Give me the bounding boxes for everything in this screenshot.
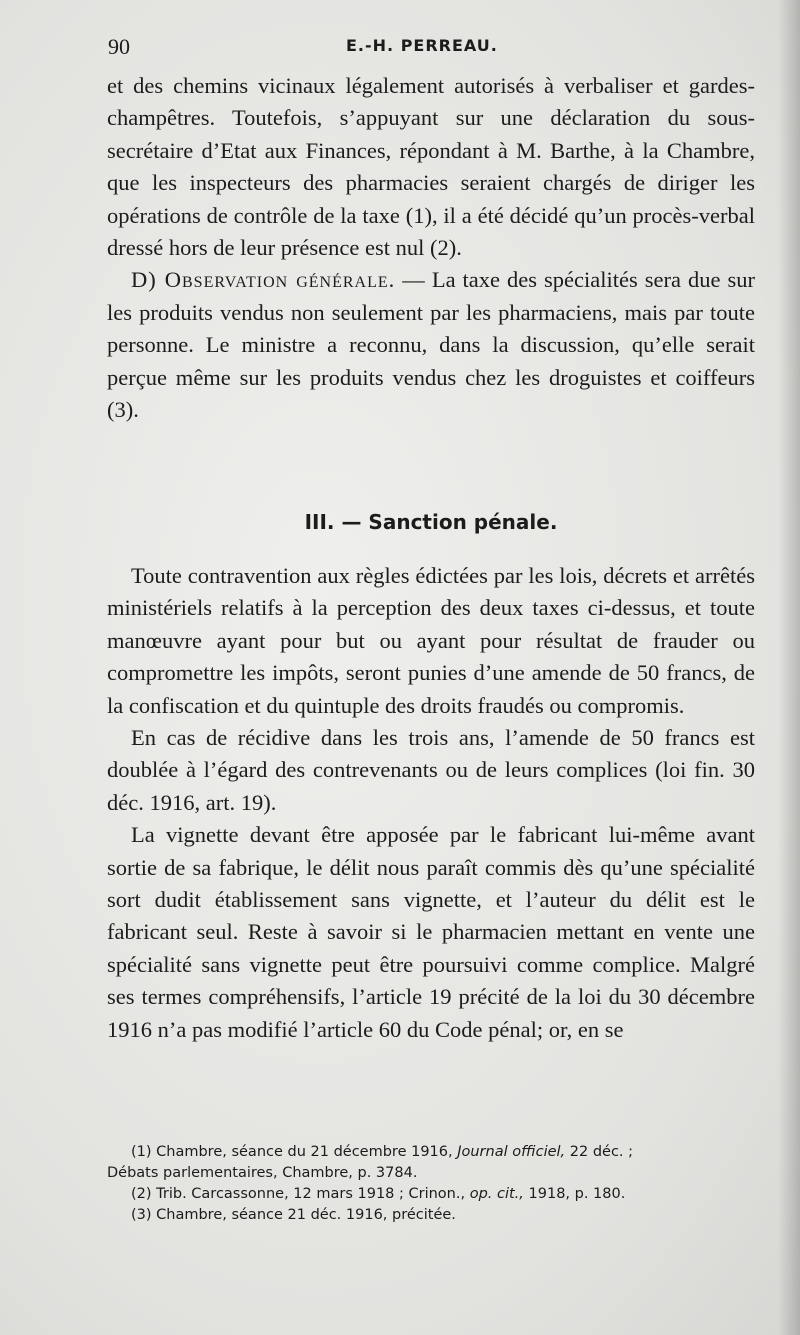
- footnote-2: (2) Trib. Carcassonne, 12 mars 1918 ; Crinon., op. cit., 1918, p. 180.: [131, 1186, 626, 1202]
- paragraph-contravention: Toute contravention aux règles édictées par les lois, décrets et arrêtés ministériels relatifs à la perception des deux taxes ci-dessus, et toute manœuvre ayant pour but ou ayant pour résultat de frauder ou compromettre les impôts, seront punies d’une amende de 50 francs, de la confiscation et du quintuple des droits fraudés ou compromis.: [107, 563, 755, 718]
- paragraph-continuation: et des chemins vicinaux légalement autorisés à verbaliser et gardes-champêtres. Toutefois, s’appuyant sur une déclaration du sous-secrétaire d’Etat aux Finances, répondant à M. Barthe, à la Chambre, que les inspecteurs des pharmacies seraient chargés de diriger les opérations de contrôle de la taxe (1), il a été décidé qu’un procès-verbal dressé hors de leur présence est nul (2).: [107, 73, 755, 261]
- running-head: E.-H. PERREAU.: [346, 36, 498, 55]
- paragraph-observation-generale: [107, 264, 755, 426]
- footnote-1: (1) Chambre, séance du 21 décembre 1916, Journal officiel, 22 déc. ;: [131, 1144, 634, 1160]
- paragraph-recidive: En cas de récidive dans les trois ans, l’amende de 50 francs est doublée à l’égard des contrevenants ou de leurs complices (loi fin. 30 déc. 1916, art. 19).: [107, 725, 755, 815]
- body-text: [107, 70, 756, 1042]
- paragraph-vignette: La vignette devant être apposée par le fabricant lui-même avant sortie de sa fabrique, le délit nous paraît commis dès qu’une spécialité sort dudit établissement sans vignette, et l’auteur du délit est le fabricant seul. Reste à savoir si le pharmacien mettant en vente une spécialité sans vignette peut être poursuivi comme complice. Malgré ses termes compréhensifs, l’article 19 précité de la loi du 30 décembre 1916 n’a pas modifié l’article 60 du Code pénal; or, en se: [107, 822, 755, 1042]
- page-header: [108, 34, 748, 64]
- section-heading: III. — Sanction pénale.: [304, 510, 558, 534]
- footnotes: [107, 1142, 757, 1226]
- observation-text: — La taxe des spécialités sera due sur les produits vendus non seulement par les pharmaciens, mais par toute personne. Le ministre a reconnu, dans la discussion, qu’elle serait perçue même sur les produits vendus chez les droguistes et coiffeurs (3).: [107, 267, 756, 423]
- observation-label: D) Observation générale.: [131, 267, 396, 293]
- page-number: 90: [108, 34, 130, 59]
- footnote-1-continuation: Débats parlementaires, Chambre, p. 3784.: [107, 1165, 418, 1181]
- footnote-3: (3) Chambre, séance 21 déc. 1916, précitée.: [131, 1207, 456, 1223]
- section-body: [107, 560, 755, 1046]
- page-edge-shadow: [778, 0, 800, 1335]
